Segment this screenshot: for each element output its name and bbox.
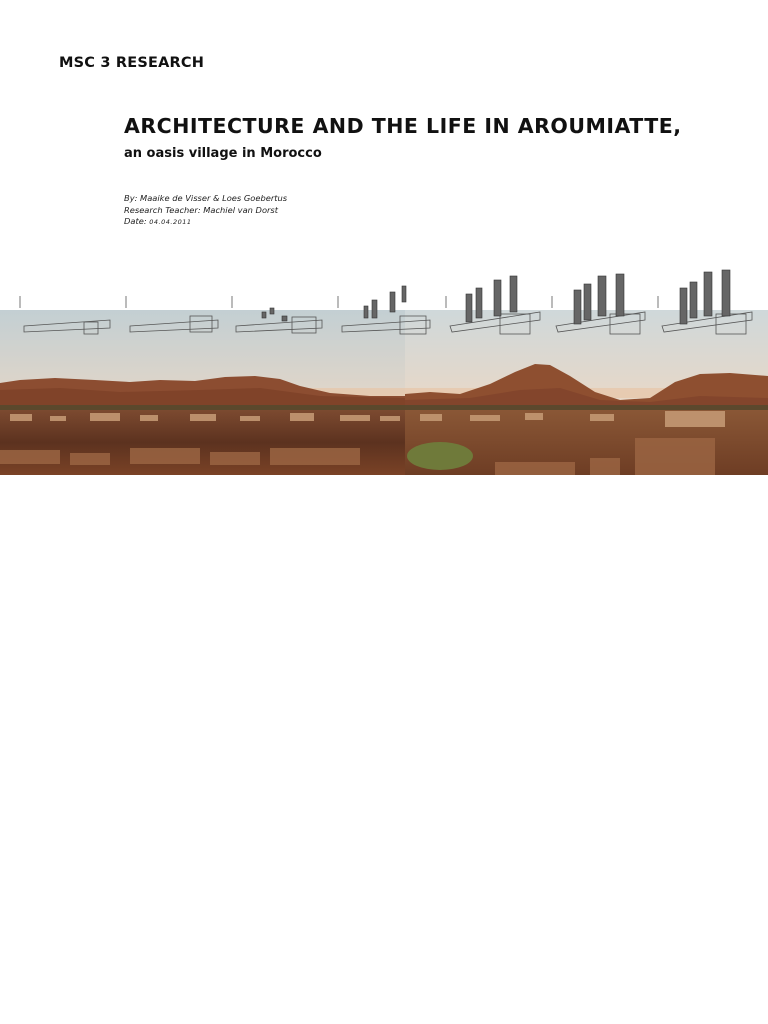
date-line — [124, 216, 287, 229]
page-title: ARCHITECTURE AND THE LIFE IN AROUMIATTE, — [124, 114, 682, 138]
authors: By: Maaike de Visser & Loes Goebertus — [124, 193, 288, 203]
growth-diagram-sketches — [0, 262, 768, 344]
date-value: 04.04.2011 — [149, 218, 192, 226]
research-teacher: Research Teacher: Machiel van Dorst — [124, 204, 279, 215]
date-label: Date: — [124, 216, 147, 226]
report-label: MSC 3 RESEARCH — [59, 55, 205, 71]
credits-block — [124, 193, 287, 229]
page-subtitle: an oasis village in Morocco — [124, 146, 322, 161]
